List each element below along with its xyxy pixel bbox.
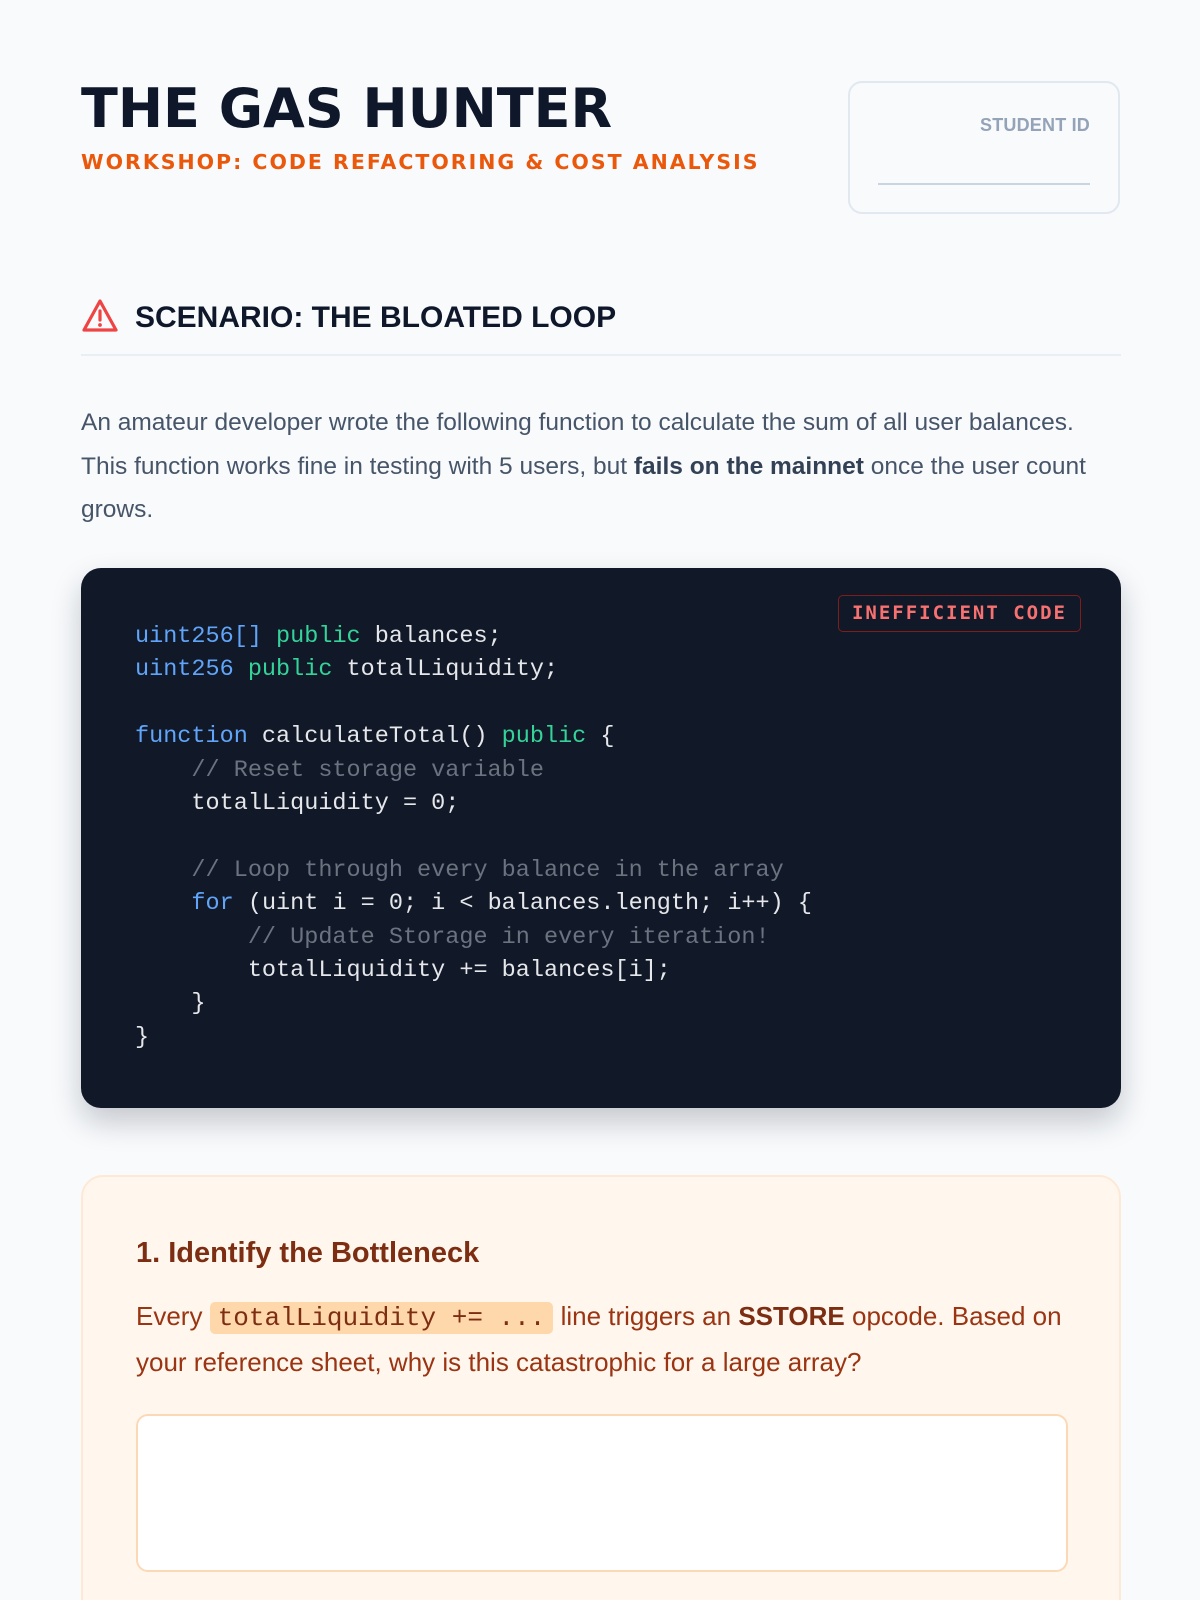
student-id-field[interactable] [878, 183, 1090, 185]
intro-text-bold: fails on the mainnet [633, 452, 864, 480]
code-line: } [135, 1023, 150, 1051]
code-line: // Update Storage in every iteration! [135, 923, 770, 951]
scenario-title: SCENARIO: THE BLOATED LOOP [135, 301, 617, 334]
code-line: for (uint i = 0; i < balances.length; i++) { [191, 890, 812, 918]
header [81, 0, 1121, 230]
code-line: uint256[] public balances; [135, 623, 502, 650]
code-line: // Reset storage variable [135, 756, 544, 784]
inline-code-snippet: totalLiquidity += ... [210, 1302, 554, 1334]
code-block [81, 568, 1121, 1108]
student-id-box [848, 81, 1120, 214]
warning-triangle-icon [81, 298, 119, 334]
question-text-end: opcode. Based on your reference sheet, why is this catastrophic for a large array? [136, 1301, 1062, 1377]
code-listing [135, 620, 812, 1054]
code-line: totalLiquidity = 0; [135, 789, 460, 817]
answer-field[interactable] [136, 1414, 1068, 1572]
code-line [135, 820, 812, 853]
intro-text-start: An amateur developer wrote the following function to calculate the sum of all user balances. This function works fine in testing with 5 users, but [81, 409, 1074, 480]
opcode-label: SSTORE [738, 1301, 845, 1331]
code-line: totalLiquidity += balances[i]; [135, 956, 671, 984]
code-line: // Loop through every balance in the array [135, 856, 784, 884]
scenario-intro [81, 401, 1121, 532]
question-text [136, 1295, 1076, 1384]
page-subtitle: WORKSHOP: CODE REFACTORING & COST ANALYSIS [81, 150, 760, 174]
question-text-middle: line triggers an [553, 1301, 739, 1331]
page-title: THE GAS HUNTER [81, 77, 613, 140]
question-card [81, 1175, 1121, 1600]
student-id-label: STUDENT ID [980, 115, 1090, 135]
code-line [135, 687, 812, 720]
worksheet-page [81, 0, 1121, 1377]
question-title: 1. Identify the Bottleneck [136, 1237, 480, 1269]
intro-text-end: once the user count grows. [81, 452, 1086, 523]
code-line: uint256 public totalLiquidity; [135, 656, 559, 684]
code-line: } [135, 990, 206, 1018]
inefficient-code-badge: INEFFICIENT CODE [838, 595, 1081, 632]
code-line: function calculateTotal() public { [135, 723, 615, 751]
scenario-heading [81, 296, 1121, 356]
question-text-start: Every [136, 1301, 210, 1331]
